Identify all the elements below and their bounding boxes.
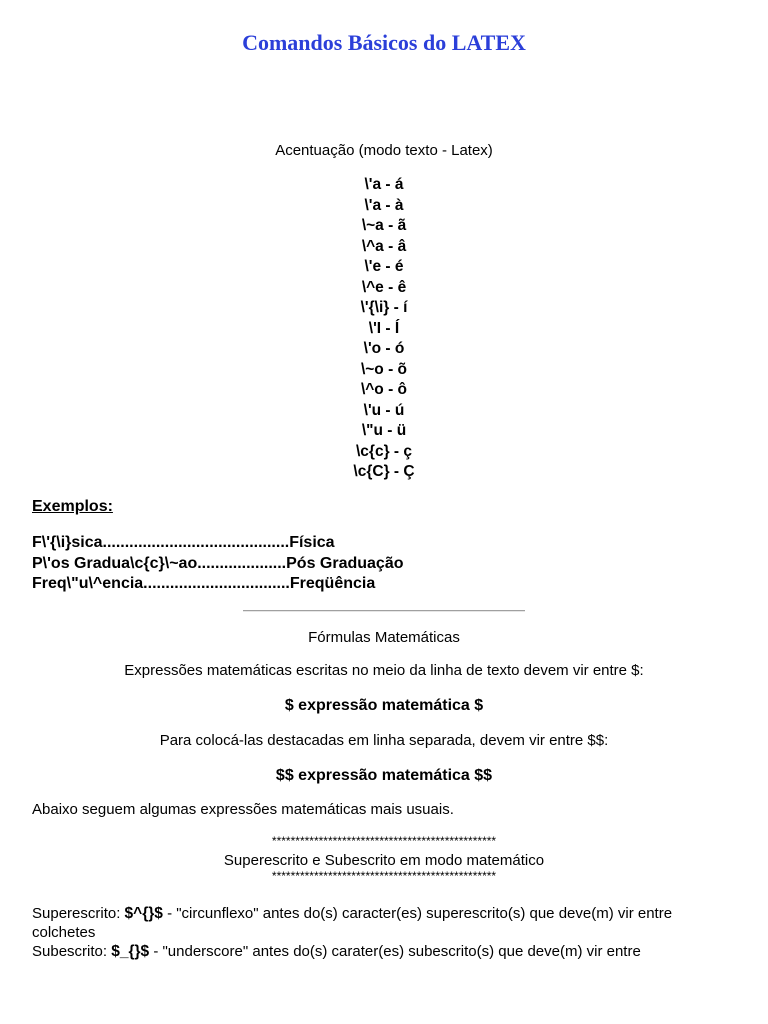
- example-line: Freq\"u\^encia.................................Freqüência: [32, 575, 376, 592]
- examples-list: [32, 533, 404, 595]
- stars-divider-bottom: ************************************************: [271, 869, 497, 883]
- display-formula-text: Para colocá-las destacadas em linha separada, devem vir entre $$:: [159, 732, 609, 749]
- subscript-paragraph: [32, 942, 732, 961]
- accent-item: \'a - á: [364, 176, 404, 193]
- accent-item: \^o - ô: [360, 381, 408, 398]
- accent-item: \'u - ú: [363, 401, 405, 419]
- accent-item: \c{c} - ç: [355, 442, 412, 460]
- accent-heading: Acentuação (modo texto - Latex): [275, 142, 493, 159]
- example-line: P\'os Gradua\c{c}\~ao....................Pós Graduação: [32, 554, 404, 572]
- accent-item: \'{\i} - í: [360, 299, 408, 316]
- accent-item: \~o - õ: [360, 360, 408, 378]
- accent-item: \~a - ã: [361, 217, 407, 234]
- accent-item: \^a - â: [361, 237, 407, 255]
- subscript-code: $_{}$: [111, 943, 150, 960]
- examples-heading: Exemplos:: [32, 498, 113, 515]
- subscript-description: - "underscore" antes do(s) carater(es) subescrito(s) que deve(m) vir entre: [149, 943, 641, 960]
- page-title: Comandos Básicos do LATEX: [242, 30, 526, 55]
- accent-item: \c{C} - Ç: [353, 463, 415, 480]
- subscript-label: Subescrito:: [32, 943, 108, 960]
- superscript-label: Superescrito:: [32, 905, 121, 922]
- superscript-heading: Superescrito e Subescrito em modo matemático: [223, 852, 545, 869]
- inline-formula-text: Expressões matemáticas escritas no meio da linha de texto devem vir entre $:: [124, 662, 644, 679]
- display-formula-example: $$ expressão matemática $$: [275, 767, 493, 784]
- formulas-heading: Fórmulas Matemáticas: [308, 629, 460, 646]
- accent-item: \"u - ü: [361, 422, 407, 439]
- example-line: F\'{\i}sica..........................................Física: [32, 534, 335, 551]
- accent-item: \'e - é: [364, 258, 404, 275]
- accent-list: [0, 175, 768, 483]
- superscript-code: $^{}$: [124, 905, 163, 922]
- horizontal-divider: [243, 610, 525, 612]
- stars-divider-top: ************************************************: [271, 834, 497, 848]
- superscript-description: - "circunflexo" antes do(s) caracter(es) superescrito(s) que deve(m) vir entre colchetes: [32, 905, 673, 941]
- inline-formula-example: $ expressão matemática $: [284, 697, 484, 714]
- accent-item: \^e - ê: [361, 278, 407, 296]
- formulas-intro-text: Abaixo seguem algumas expressões matemáticas mais usuais.: [32, 801, 454, 818]
- accent-item: \'o - ó: [363, 340, 405, 357]
- superscript-paragraph: [32, 904, 732, 942]
- accent-item: \'I - Í: [368, 319, 400, 337]
- accent-item: \'a - à: [364, 196, 404, 214]
